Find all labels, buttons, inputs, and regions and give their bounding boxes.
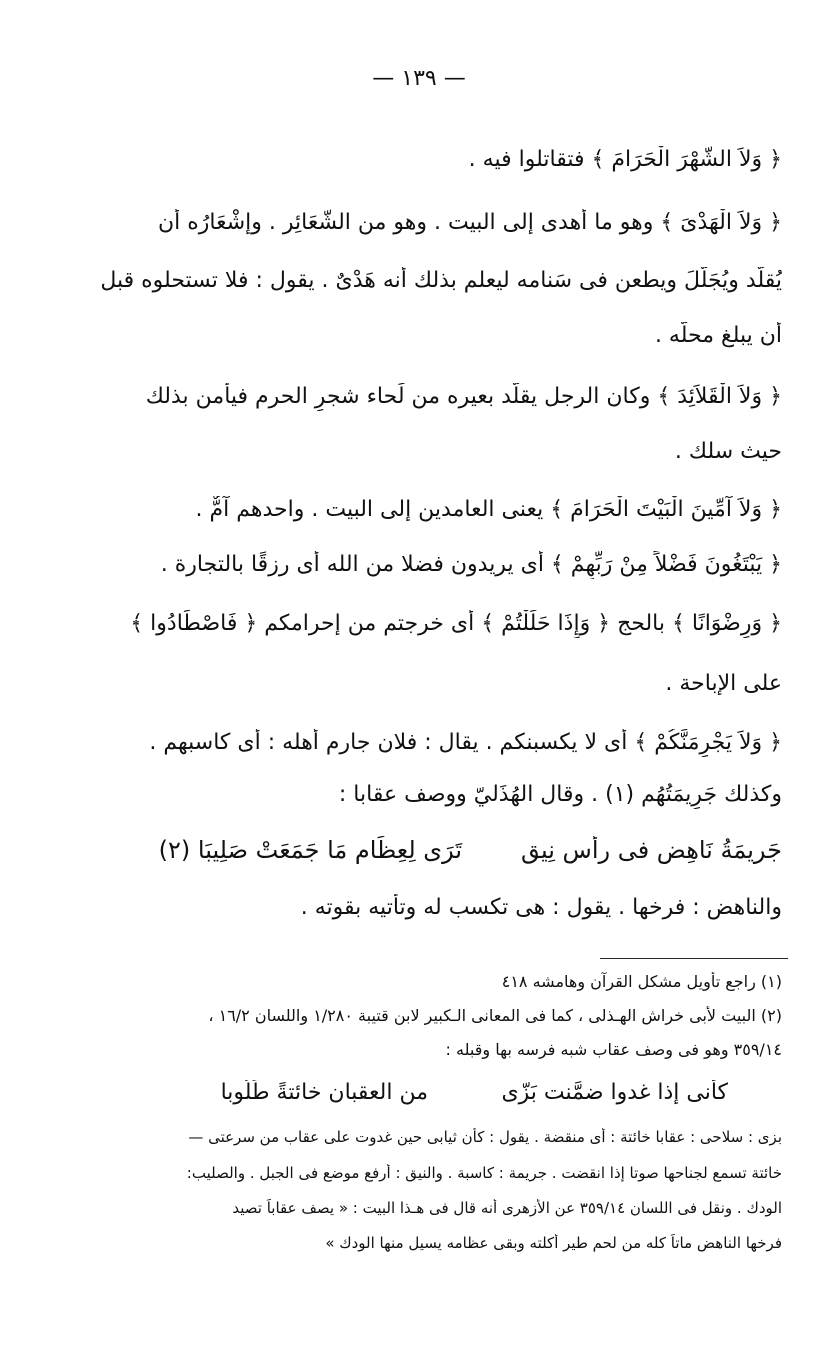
verse-hemistich-1: جَرِيمَةُ نَاهِضٍ فى رأْسِ نِيقٍ [520, 836, 782, 864]
body-line: ﴿ وَلاَ الْقَلاَئِدَ ﴾ وكان الرجل يقلّد بعيره من لَحاء شجرِ الحرم فيأمن بذلك [145, 384, 782, 409]
footnote-note-line: الودك . ونقل فى اللسان ٣٥٩/١٤ عن الأزهرى أنه قال فى هـذا البيت : « يصف عقاباً تصيد [232, 1199, 782, 1217]
page-number: — ١٣٩ — [372, 66, 466, 91]
footnote-note-line: فرخها الناهض ماتاً كله من لحم طير أكلته وبقى عظامه يسيل منها الودك » [325, 1234, 782, 1252]
footnote-note-line: خائتة تسمع لجناحها صوتا إذا انقضت . جريمة : كاسبة . والنيق : أرفع موضع فى الجبل . والصليب: [186, 1164, 782, 1182]
body-line: حيث سلك . [674, 439, 782, 464]
footnote-note-line: بزى : سلاحى : عقابا خائتة : أى منقضة . يقول : كأن ثيابى حين غدوت على عقاب من سرعتى — [188, 1128, 782, 1146]
body-line: ﴿ وَلاَ الْهَدْىَ ﴾ وهو ما أهدى إلى البيت . وهو من الشَّعَائِر . وإشْعَارُه أن [157, 210, 782, 235]
footnote-verse [108, 1080, 728, 1105]
body-line: على الإباحة . [665, 671, 782, 696]
footnote-verse-hemistich-1: كأنى إذا غدوا ضمَّنت بَزّى [501, 1080, 728, 1105]
body-line: أن يبلغ محلّه . [654, 323, 782, 348]
footnote: (١) راجع تأويل مشكل القرآن وهامشه ٤١٨ [501, 972, 782, 991]
footnote: ٣٥٩/١٤ وهو فى وصف عقاب شبه فرسه بها وقبله : [445, 1040, 782, 1059]
body-line: والناهض : فرخها . يقول : هى تكسب له وتأتيه بقوته . [300, 895, 782, 920]
body-line: ﴿ وَرِضْوَانًا ﴾ بالحج ﴿ وَإِذَا حَلَلْتُمْ ﴾ أى خرجتم من إحرامكم ﴿ فَاصْطَادُوا ﴾ [130, 611, 782, 636]
body-line: ﴿ وَلاَ آمِّينَ الْبَيْتَ الْحَرَامَ ﴾ يعنى العامدين إلى البيت . واحدهم آمٌّ . [195, 497, 782, 522]
footnote: (٢) البيت لأبى خراش الهـذلى ، كما فى المعانى الـكبير لابن قتيبة ١/٢٨٠ واللسان ١٦/٢ ، [208, 1006, 782, 1025]
body-line: ﴿ وَلاَ يَجْرِمَنَّكُمْ ﴾ أى لا يكسبنكم . يقال : فلان جارم أهله : أى كاسبهم . [149, 730, 782, 755]
body-line: ﴿ وَلاَ الشَّهْرَ الْحَرَامَ ﴾ فتقاتلوا فيه . [468, 147, 782, 172]
footnote-verse-hemistich-2: من العقبان خائتةً طَلُوبا [220, 1080, 428, 1105]
footnote-divider [600, 958, 788, 959]
body-line: وكذلك جَرِيمَتُهُم (١) . وقال الهُذَليّ ووصف عقابا : [338, 782, 782, 807]
verse-hemistich-2: تَرَى لِعِظَامِ مَا جَمَعَتْ صَلِيبَا (٢) [158, 836, 462, 864]
body-line: يُقلَّد ويُجَلَّلَ ويطعن فى سَنامه ليعلم بذلك أنه هَدْىٌ . يقول : فلا تستحلوه قبل [100, 268, 782, 293]
body-line: ﴿ يَبْتَغُونَ فَضْلاً مِنْ رَبِّهِمْ ﴾ أى يريدون فضلا من الله أى رزقًا بالتجارة . [160, 552, 782, 577]
poetry-verse [52, 836, 782, 864]
